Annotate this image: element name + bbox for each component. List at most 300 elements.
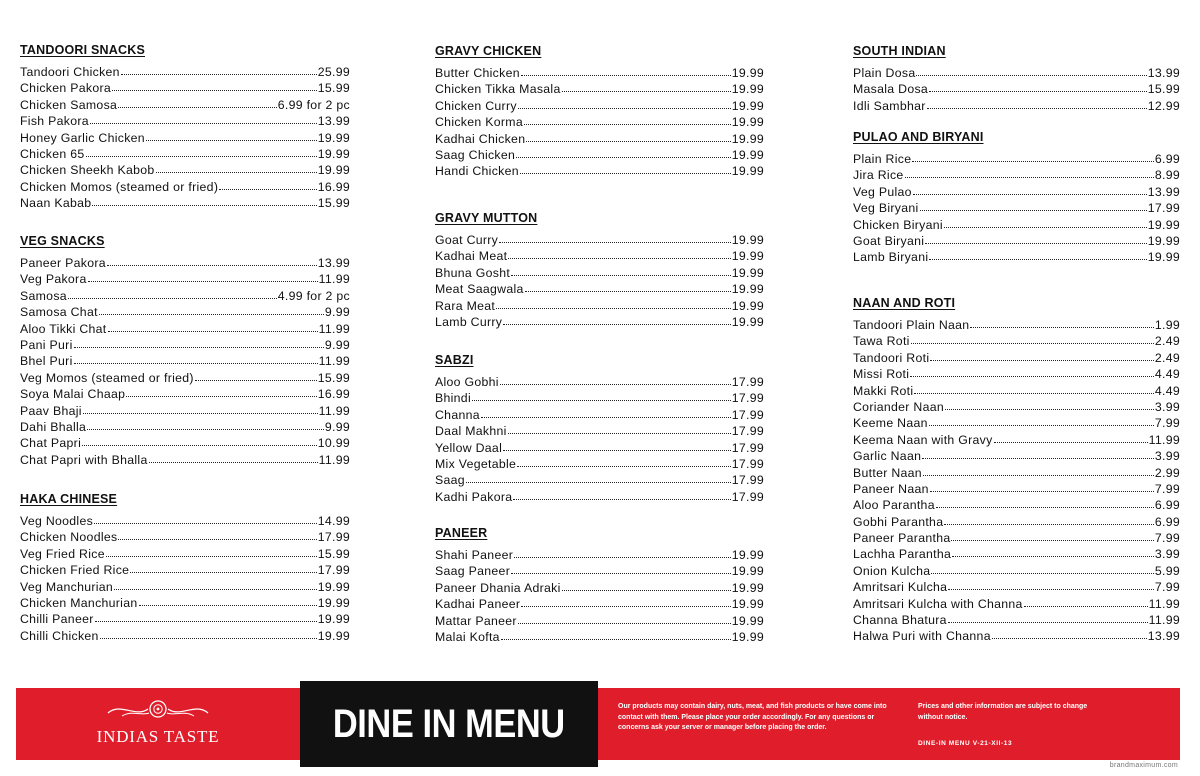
section-title: HAKA CHINESE: [20, 492, 118, 506]
dot-leader: [952, 555, 1154, 557]
menu-item-price: 19.99: [317, 628, 350, 643]
menu-item-name: Lamb Curry: [435, 314, 503, 329]
menu-item-name: Goat Biryani: [853, 233, 925, 248]
allergen-notice: Our products may contain dairy, nuts, meat, and fish products or have come into contact with them. Please place your order accordingly. For any questions or concerns ask your server or manager before placing the order.: [618, 703, 887, 731]
dot-leader: [121, 73, 317, 75]
menu-item-price: 11.99: [1148, 432, 1180, 447]
menu-item: [20, 628, 350, 644]
menu-item-name: Pani Puri: [20, 337, 73, 352]
menu-item-name: Veg Momos (steamed or fried): [20, 370, 194, 385]
menu-item: [20, 579, 350, 595]
menu-item: [20, 419, 350, 435]
menu-item: [853, 98, 1180, 114]
section-paneer: [435, 525, 764, 645]
menu-item-name: Soya Malai Chaap: [20, 387, 126, 402]
menu-item-price: 19.99: [731, 131, 764, 146]
section-title: SABZI: [435, 353, 474, 367]
menu-item-name: Bhuna Gosht: [435, 265, 511, 280]
menu-item-name: Idli Sambhar: [853, 98, 926, 113]
menu-item: [20, 113, 350, 129]
menu-item-name: Chicken Fried Rice: [20, 563, 130, 578]
dot-leader: [970, 326, 1153, 328]
menu-item-price: 19.99: [731, 597, 764, 612]
menu-title-box: [300, 681, 598, 767]
menu-item-name: Chicken Samosa: [20, 97, 118, 112]
menu-item-name: Paneer Dhania Adraki: [435, 580, 561, 595]
dot-leader: [500, 383, 731, 385]
item-list: [435, 232, 764, 330]
menu-item: [20, 513, 350, 529]
menu-item-name: Veg Pulao: [853, 184, 912, 199]
menu-item-price: 19.99: [731, 629, 764, 644]
menu-item-price: 3.99: [1154, 399, 1180, 414]
menu-item-price: 17.99: [1147, 201, 1180, 216]
section-veg-snacks: [20, 233, 350, 468]
dot-leader: [112, 89, 317, 91]
dot-leader: [219, 188, 317, 190]
menu-item: [853, 579, 1180, 595]
menu-item-price: 7.99: [1154, 481, 1180, 496]
menu-item: [20, 435, 350, 451]
menu-item-name: Keeme Naan: [853, 416, 928, 431]
dot-leader: [521, 605, 730, 607]
section-gravy-chicken: [435, 43, 764, 180]
menu-item-name: Veg Biryani: [853, 201, 919, 216]
menu-item: [435, 580, 764, 596]
menu-item-price: 19.99: [317, 163, 350, 178]
menu-item: [435, 547, 764, 563]
item-list: [20, 64, 350, 212]
menu-item-price: 19.99: [731, 249, 764, 264]
menu-item-name: Missi Roti: [853, 367, 910, 382]
menu-item-price: 17.99: [731, 407, 764, 422]
section-gravy-mutton: [435, 210, 764, 330]
dot-leader: [518, 107, 731, 109]
menu-item-price: 17.99: [317, 563, 350, 578]
menu-item-name: Channa Bhatura: [853, 613, 947, 628]
menu-item: [435, 613, 764, 629]
menu-item-price: 19.99: [317, 130, 350, 145]
menu-item-price: 19.99: [731, 164, 764, 179]
menu-item: [435, 489, 764, 505]
menu-item: [20, 353, 350, 369]
menu-item: [20, 179, 350, 195]
menu-item-price: 7.99: [1154, 531, 1180, 546]
dot-leader: [521, 74, 731, 76]
menu-item-price: 11.99: [318, 272, 350, 287]
menu-item-price: 15.99: [317, 546, 350, 561]
menu-item-price: 1.99: [1154, 318, 1180, 332]
menu-item-name: Chat Papri: [20, 436, 82, 451]
menu-item-price: 17.99: [731, 375, 764, 389]
dot-leader: [496, 307, 731, 309]
menu-item: [20, 288, 350, 304]
menu-item-name: Onion Kulcha: [853, 563, 931, 578]
dot-leader: [68, 297, 277, 299]
menu-item: [435, 423, 764, 439]
menu-item-name: Fish Pakora: [20, 114, 89, 129]
menu-item: [853, 596, 1180, 612]
menu-item-name: Chicken Noodles: [20, 530, 118, 545]
section-title: GRAVY CHICKEN: [435, 44, 542, 58]
section-title: SOUTH INDIAN: [853, 44, 946, 58]
menu-item-name: Aloo Gobhi: [435, 375, 499, 389]
menu-item-price: 17.99: [317, 530, 350, 545]
menu-item: [20, 304, 350, 320]
menu-item: [435, 298, 764, 314]
menu-item: [20, 162, 350, 178]
dot-leader: [562, 90, 731, 92]
menu-item-name: Veg Pakora: [20, 272, 87, 287]
menu-item-price: 19.99: [1147, 217, 1180, 232]
menu-item: [435, 314, 764, 330]
menu-item: [20, 97, 350, 113]
menu-item-price: 16.99: [317, 179, 350, 194]
menu-item: [20, 403, 350, 419]
brand-name: INDIAS TASTE: [96, 727, 220, 746]
menu-item-name: Halwa Puri with Channa: [853, 629, 991, 644]
menu-item-name: Plain Dosa: [853, 66, 916, 80]
item-list: [20, 255, 350, 468]
menu-item-price: 17.99: [731, 456, 764, 471]
dot-leader: [501, 638, 731, 640]
dot-leader: [92, 204, 316, 206]
menu-item-price: 9.99: [324, 305, 350, 320]
item-list: [435, 374, 764, 505]
menu-item-name: Lamb Biryani: [853, 250, 929, 265]
menu-item-name: Chicken Biryani: [853, 217, 943, 232]
menu-item: [20, 562, 350, 578]
dot-leader: [516, 156, 731, 158]
item-list: [20, 513, 350, 644]
menu-item-price: 19.99: [731, 66, 764, 80]
dot-leader: [910, 375, 1154, 377]
section-title: NAAN AND ROTI: [853, 296, 956, 310]
menu-item-price: 17.99: [731, 473, 764, 488]
menu-item-price: 19.99: [317, 612, 350, 627]
dot-leader: [511, 572, 731, 574]
menu-item-price: 17.99: [731, 440, 764, 455]
menu-item: [853, 628, 1180, 644]
menu-item: [853, 350, 1180, 366]
menu-item-name: Keema Naan with Gravy: [853, 432, 993, 447]
menu-item: [435, 248, 764, 264]
menu-item-price: 13.99: [1147, 629, 1180, 644]
dot-leader: [930, 490, 1154, 492]
crest-ornament-icon: [102, 698, 214, 720]
dot-leader: [156, 171, 317, 173]
menu-item-price: 15.99: [317, 81, 350, 96]
menu-item-price: 19.99: [731, 98, 764, 113]
menu-item-name: Chilli Chicken: [20, 628, 99, 643]
dot-leader: [146, 139, 317, 141]
menu-item-name: Chilli Paneer: [20, 612, 94, 627]
dot-leader: [514, 556, 731, 558]
menu-item: [20, 64, 350, 80]
menu-item-price: 19.99: [731, 233, 764, 247]
section-title: GRAVY MUTTON: [435, 211, 538, 225]
menu-item: [20, 195, 350, 211]
dot-leader: [920, 209, 1147, 211]
menu-item: [20, 80, 350, 96]
menu-item-name: Saag Paneer: [435, 564, 511, 579]
menu-item-price: 19.99: [731, 115, 764, 130]
menu-item-name: Plain Rice: [853, 152, 912, 166]
section-title: TANDOORI SNACKS: [20, 43, 145, 57]
menu-item-name: Chicken Manchurian: [20, 595, 138, 610]
menu-item-price: 13.99: [317, 256, 350, 270]
dot-leader: [195, 379, 317, 381]
dot-leader: [126, 395, 316, 397]
menu-item: [435, 98, 764, 114]
dot-leader: [992, 637, 1147, 639]
dot-leader: [936, 506, 1154, 508]
dot-leader: [74, 346, 324, 348]
dot-leader: [106, 555, 317, 557]
menu-item-price: 4.49: [1154, 367, 1180, 382]
menu-item: [435, 407, 764, 423]
menu-item: [853, 184, 1180, 200]
menu-item: [853, 497, 1180, 513]
dot-leader: [948, 588, 1154, 590]
menu-item: [435, 114, 764, 130]
menu-item: [435, 265, 764, 281]
dot-leader: [929, 424, 1154, 426]
menu-item: [20, 386, 350, 402]
menu-item-price: 7.99: [1154, 580, 1180, 595]
dot-leader: [931, 572, 1153, 574]
menu-item-price: 11.99: [1148, 596, 1180, 611]
dot-leader: [466, 481, 731, 483]
menu-item-name: Makki Roti: [853, 383, 914, 398]
menu-item-name: Bhel Puri: [20, 354, 73, 369]
menu-item-name: Butter Chicken: [435, 66, 520, 80]
dot-leader: [100, 637, 317, 639]
menu-item: [853, 167, 1180, 183]
item-list: [853, 317, 1180, 645]
menu-item: [853, 546, 1180, 562]
menu-item-name: Malai Kofta: [435, 629, 500, 644]
menu-item-name: Chicken Momos (steamed or fried): [20, 179, 219, 194]
menu-item: [853, 233, 1180, 249]
menu-item-name: Naan Kabab: [20, 196, 92, 211]
menu-item-price: 19.99: [317, 595, 350, 610]
menu-item: [853, 333, 1180, 349]
menu-item: [853, 249, 1180, 265]
dot-leader: [499, 241, 731, 243]
dot-leader: [508, 257, 730, 259]
menu-item-price: 19.99: [731, 265, 764, 280]
menu-item-price: 19.99: [1147, 250, 1180, 265]
menu-item: [853, 432, 1180, 448]
menu-item-name: Veg Noodles: [20, 514, 94, 528]
dot-leader: [944, 523, 1154, 525]
menu-item-name: Chicken Korma: [435, 115, 523, 130]
menu-item-price: 11.99: [318, 403, 350, 418]
menu-item: [853, 151, 1180, 167]
menu-item: [435, 147, 764, 163]
menu-item-price: 19.99: [317, 579, 350, 594]
menu-item-name: Veg Fried Rice: [20, 546, 105, 561]
menu-item: [853, 514, 1180, 530]
menu-item-name: Tandoori Roti: [853, 350, 930, 365]
menu-item-name: Paneer Pakora: [20, 256, 106, 270]
menu-item: [20, 546, 350, 562]
menu-item-price: 19.99: [731, 314, 764, 329]
section-south-indian: [853, 43, 1180, 114]
menu-item-name: Bhindi: [435, 391, 471, 406]
section-haka-chinese: [20, 491, 350, 644]
menu-item: [435, 65, 764, 81]
menu-item-price: 9.99: [324, 419, 350, 434]
menu-item-name: Chicken Tikka Masala: [435, 82, 561, 97]
dot-leader: [929, 90, 1147, 92]
dot-leader: [87, 428, 324, 430]
brand-logo: [16, 688, 300, 760]
menu-item: [20, 529, 350, 545]
menu-item-price: 19.99: [731, 282, 764, 297]
section-pulao-and-biryani: [853, 129, 1180, 266]
menu-item-name: Kadhi Pakora: [435, 489, 513, 504]
dot-leader: [139, 604, 317, 606]
menu-item-price: 19.99: [731, 580, 764, 595]
menu-item-price: 7.99: [1154, 416, 1180, 431]
menu-item-name: Garlic Naan: [853, 449, 922, 464]
menu-item: [435, 81, 764, 97]
menu-item-name: Samosa Chat: [20, 305, 98, 320]
menu-item-name: Tawa Roti: [853, 334, 910, 349]
dot-leader: [923, 474, 1154, 476]
menu-item-price: 13.99: [1147, 184, 1180, 199]
dot-leader: [905, 176, 1154, 178]
menu-item-price: 19.99: [317, 146, 350, 161]
dot-leader: [118, 106, 277, 108]
dot-leader: [562, 589, 731, 591]
menu-item: [20, 595, 350, 611]
item-list: [435, 65, 764, 180]
menu-item-name: Tandoori Chicken: [20, 65, 120, 79]
dot-leader: [922, 457, 1154, 459]
menu-item-price: 4.99 for 2 pc: [277, 288, 350, 303]
menu-item-price: 5.99: [1154, 563, 1180, 578]
menu-item: [853, 81, 1180, 97]
dot-leader: [914, 392, 1153, 394]
menu-item-name: Shahi Paneer: [435, 548, 514, 562]
menu-item-price: 2.49: [1154, 350, 1180, 365]
menu-item-price: 15.99: [317, 370, 350, 385]
menu-item-price: 3.99: [1154, 449, 1180, 464]
menu-item-price: 17.99: [731, 424, 764, 439]
menu-item: [853, 200, 1180, 216]
dot-leader: [503, 323, 730, 325]
menu-item-price: 2.99: [1154, 465, 1180, 480]
menu-item: [853, 317, 1180, 333]
menu-item-price: 19.99: [1147, 233, 1180, 248]
item-list: [435, 547, 764, 645]
dot-leader: [107, 264, 317, 266]
menu-item-name: Goat Curry: [435, 233, 499, 247]
menu-item-price: 11.99: [318, 452, 350, 467]
menu-item-price: 17.99: [731, 391, 764, 406]
menu-item-price: 19.99: [731, 613, 764, 628]
menu-item-name: Coriander Naan: [853, 399, 945, 414]
menu-item-price: 4.49: [1154, 383, 1180, 398]
dot-leader: [513, 498, 730, 500]
menu-item-name: Rara Meat: [435, 298, 496, 313]
menu-item-name: Mix Vegetable: [435, 456, 517, 471]
menu-item-price: 17.99: [731, 489, 764, 504]
menu-item: [853, 217, 1180, 233]
menu-item-name: Chicken Pakora: [20, 81, 112, 96]
menu-item-name: Chicken 65: [20, 146, 85, 161]
menu-item-price: 13.99: [1147, 66, 1180, 80]
dot-leader: [524, 123, 731, 125]
menu-item: [435, 629, 764, 645]
menu-item: [435, 596, 764, 612]
menu-item-price: 12.99: [1147, 98, 1180, 113]
menu-item-price: 6.99: [1154, 152, 1180, 166]
menu-item-price: 10.99: [317, 436, 350, 451]
section-naan-and-roti: [853, 295, 1180, 645]
dot-leader: [74, 362, 318, 364]
menu-item-name: Gobhi Parantha: [853, 514, 944, 529]
menu-item: [435, 456, 764, 472]
menu-item-name: Kadhai Chicken: [435, 131, 526, 146]
menu-item-price: 11.99: [1148, 613, 1180, 628]
menu-item-name: Paneer Parantha: [853, 531, 951, 546]
dot-leader: [503, 449, 731, 451]
menu-item-price: 8.99: [1154, 168, 1180, 183]
menu-item-name: Chicken Curry: [435, 98, 517, 113]
dot-leader: [88, 280, 318, 282]
menu-item: [435, 163, 764, 179]
section-title: VEG SNACKS: [20, 234, 105, 248]
menu-item-price: 3.99: [1154, 547, 1180, 562]
menu-item-name: Aloo Tikki Chat: [20, 321, 107, 336]
menu-item-name: Paneer Naan: [853, 481, 929, 496]
menu-item-name: Masala Dosa: [853, 82, 929, 97]
menu-item: [20, 146, 350, 162]
menu-item-name: Dahi Bhalla: [20, 419, 87, 434]
menu-item-price: 15.99: [317, 196, 350, 211]
section-title: PULAO AND BIRYANI: [853, 130, 984, 144]
dot-leader: [90, 122, 317, 124]
menu-item-price: 19.99: [731, 298, 764, 313]
menu-item-price: 6.99: [1154, 514, 1180, 529]
menu-item-price: 15.99: [1147, 82, 1180, 97]
menu-version: DINE-IN MENU V-21-XII-13: [918, 740, 1013, 747]
menu-item-name: Lachha Parantha: [853, 547, 952, 562]
menu-item: [20, 337, 350, 353]
menu-item: [435, 440, 764, 456]
menu-item-price: 16.99: [317, 387, 350, 402]
menu-item-name: Tandoori Plain Naan: [853, 318, 970, 332]
dot-leader: [99, 313, 324, 315]
menu-item: [853, 465, 1180, 481]
dot-leader: [925, 242, 1146, 244]
menu-item-name: Chat Papri with Bhalla: [20, 452, 148, 467]
item-list: [853, 151, 1180, 266]
menu-item-name: Aloo Parantha: [853, 498, 935, 513]
menu-item-name: Veg Manchurian: [20, 579, 114, 594]
dot-leader: [481, 416, 731, 418]
menu-item: [435, 232, 764, 248]
dot-leader: [520, 172, 731, 174]
dot-leader: [948, 621, 1148, 623]
dot-leader: [94, 522, 317, 524]
dot-leader: [525, 290, 731, 292]
menu-item: [853, 399, 1180, 415]
